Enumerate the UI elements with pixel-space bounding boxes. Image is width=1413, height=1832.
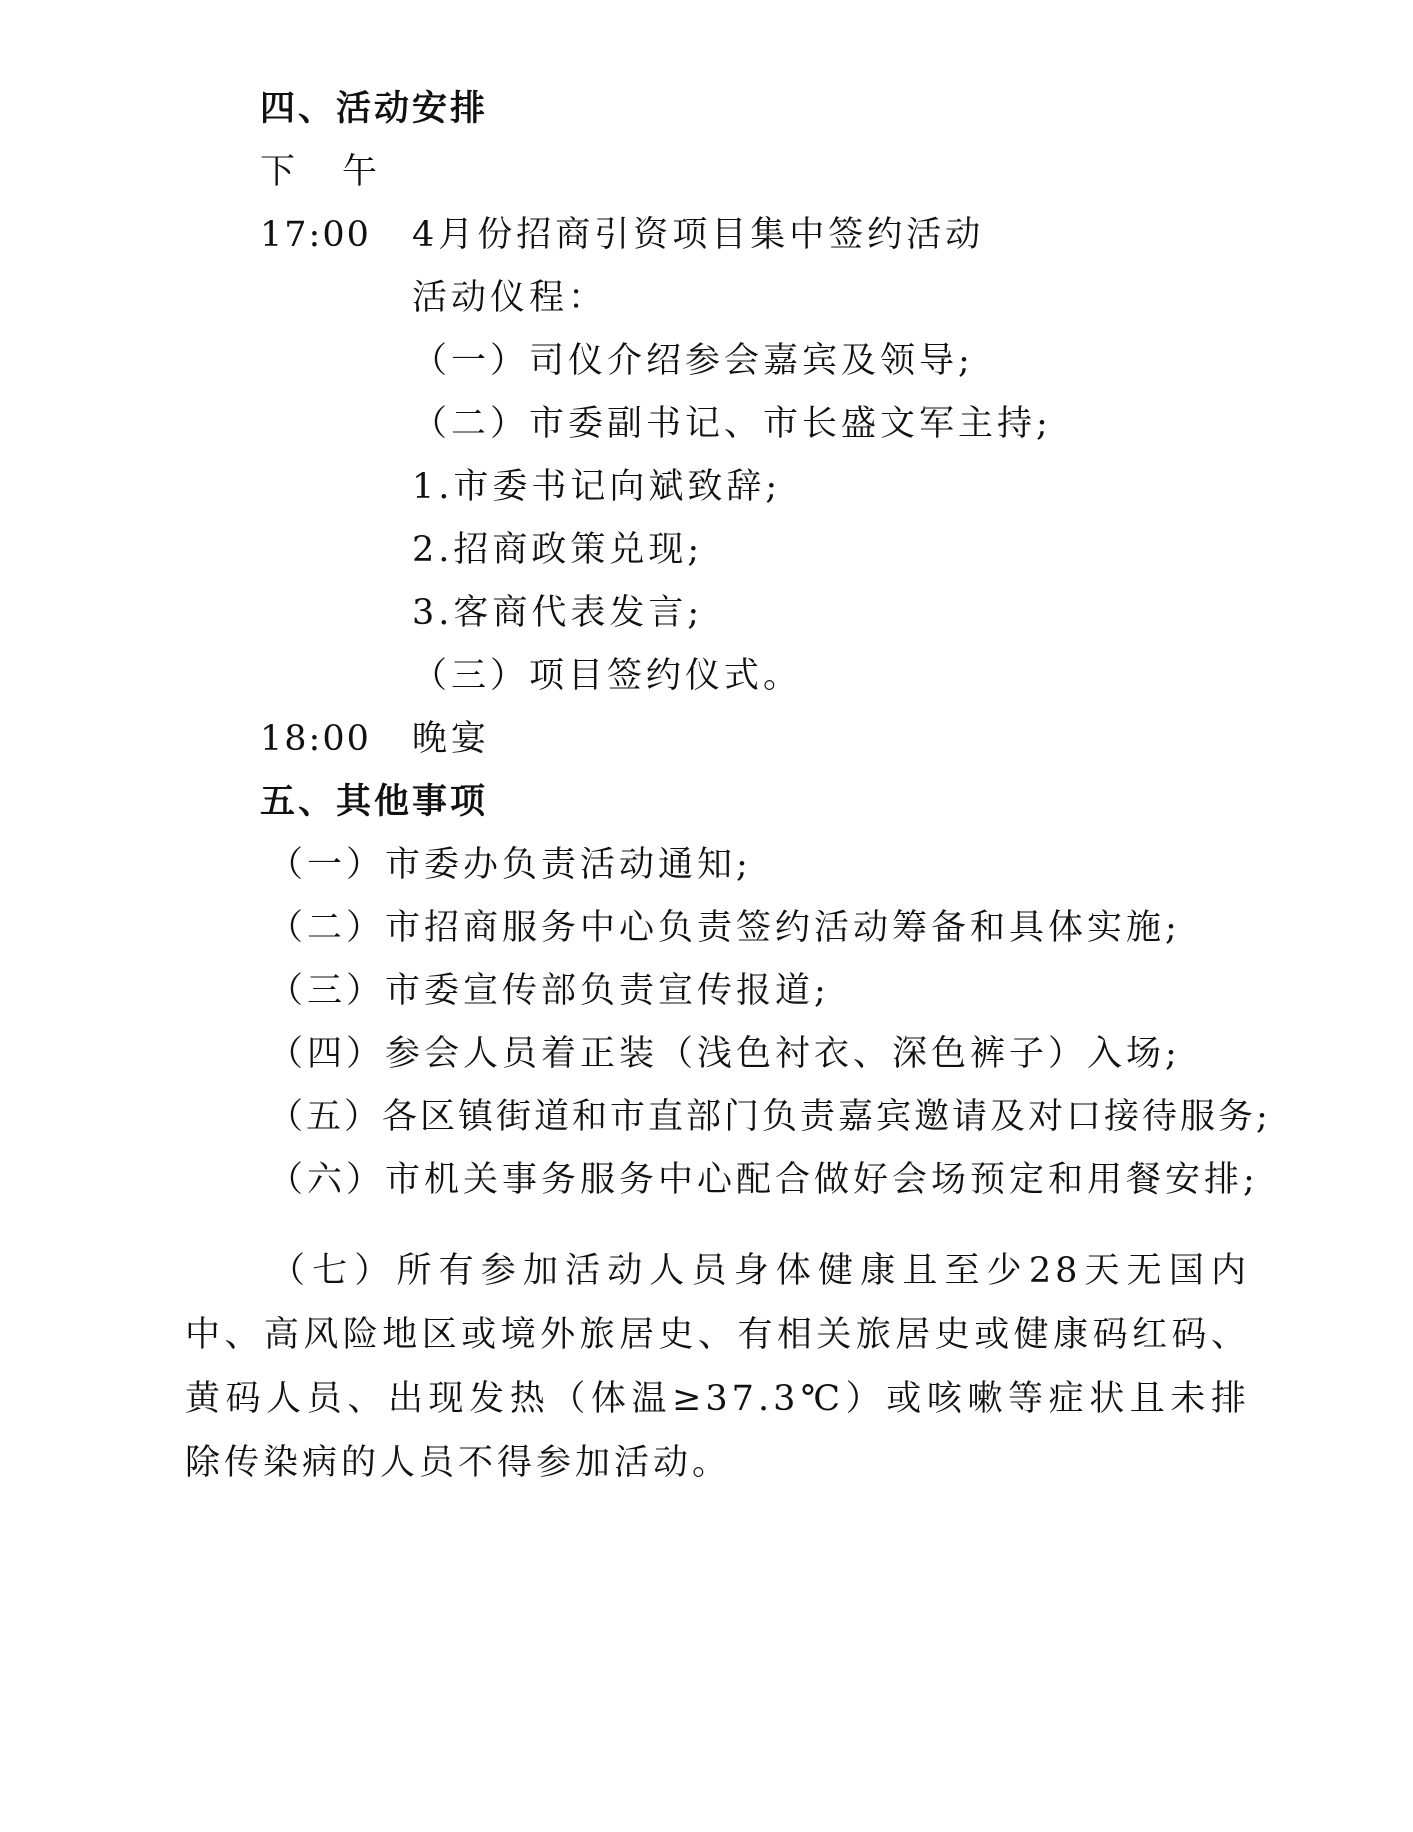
matter-item: （二）市招商服务中心负责签约活动筹备和具体实施;: [268, 908, 1181, 948]
event-title: 4月份招商引资项目集中签约活动: [412, 215, 985, 255]
matter-item-health-requirements: （七）所有参加活动人员身体健康且至少28天无国内中、高风险地区或境外旅居史、有相关旅居史或健康码红码、黄码人员、出现发热（体温≥37.3℃）或咳嗽等症状且未排除传染病的人员不得参加活动。: [185, 1251, 1250, 1483]
period-label-afternoon: 下 午: [260, 152, 384, 192]
agenda-item: （三）项目签约仪式。: [412, 656, 803, 696]
schedule-row-banquet: [260, 717, 490, 761]
agenda-item: 3.客商代表发言;: [412, 593, 704, 633]
agenda-item: （一）司仪介绍参会嘉宾及领导;: [412, 341, 974, 381]
event-time: 18:00: [260, 719, 371, 759]
matter-item: （六）市机关事务服务中心配合做好会场预定和用餐安排;: [268, 1160, 1259, 1200]
agenda-label: 活动仪程：: [412, 278, 608, 318]
matter-item: （一）市委办负责活动通知;: [268, 845, 752, 885]
matter-item: （三）市委宣传部负责宣传报道;: [268, 971, 830, 1011]
event-title: 晚宴: [412, 719, 491, 759]
section-heading-activity-schedule: 四、活动安排: [260, 89, 489, 129]
schedule-row-signing: [260, 213, 984, 257]
matter-item: （五）各区镇街道和市直部门负责嘉宾邀请及对口接待服务;: [268, 1097, 1271, 1137]
event-time: 17:00: [260, 215, 371, 255]
agenda-item: （二）市委副书记、市长盛文军主持;: [412, 404, 1052, 444]
matter-item: （四）参会人员着正装（浅色衬衣、深色裤子）入场;: [268, 1034, 1181, 1074]
agenda-item: 2.招商政策兑现;: [412, 530, 704, 570]
section-heading-other-matters: 五、其他事项: [260, 782, 489, 822]
agenda-item: 1.市委书记向斌致辞;: [412, 467, 782, 507]
